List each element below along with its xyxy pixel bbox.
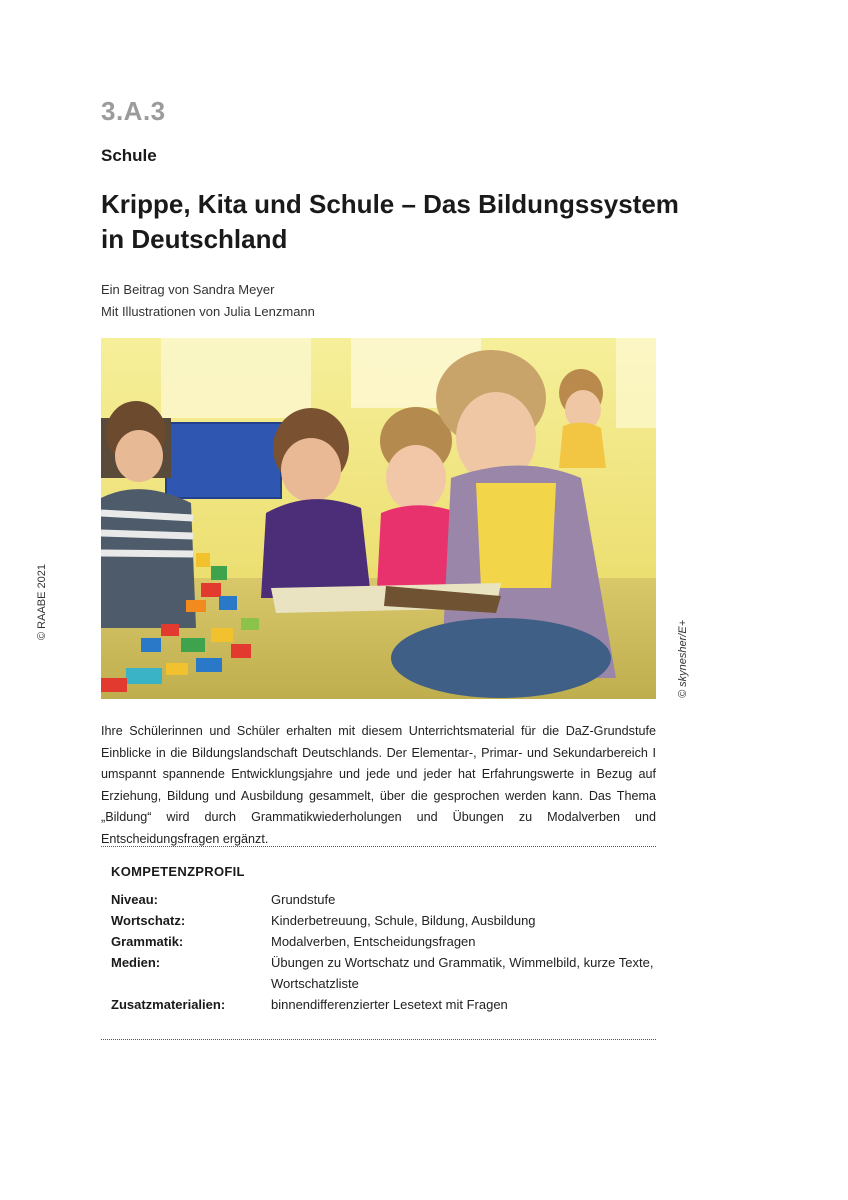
kompetenzprofil-heading: KOMPETENZPROFIL (111, 864, 245, 879)
profile-value: Übungen zu Wortschatz und Grammatik, Wimmelbild, kurze Texte, Wortschatzliste (271, 955, 654, 991)
cover-photo (101, 338, 656, 699)
profile-row-grammatik (111, 931, 656, 952)
section-number: 3.A.3 (101, 96, 166, 126)
profile-row-niveau (111, 889, 656, 910)
author-line: Ein Beitrag von Sandra Meyer (101, 282, 275, 297)
profile-value: Modalverben, Entscheidungsfragen (271, 934, 476, 949)
profile-row-wortschatz (111, 910, 656, 931)
photo-credit: © skynesher/E+ (677, 619, 689, 698)
category-label: Schule (101, 146, 157, 165)
profile-label: Medien: (111, 955, 161, 970)
illustrator-line: Mit Illustrationen von Julia Lenzmann (101, 304, 315, 319)
copyright-notice: © RAABE 2021 (36, 564, 48, 640)
profile-value: Kinderbetreuung, Schule, Bildung, Ausbildung (271, 913, 536, 928)
profile-label: Wortschatz: (111, 913, 186, 928)
profile-label: Grammatik: (111, 934, 184, 949)
divider-bottom (101, 1039, 656, 1040)
page-title: Krippe, Kita und Schule – Das Bildungssystem in Deutschland (101, 189, 679, 254)
profile-value: Grundstufe (271, 892, 336, 907)
profile-label: Zusatzmaterialien: (111, 997, 226, 1012)
profile-value: binnendifferenzierter Lesetext mit Fragen (271, 997, 508, 1012)
intro-paragraph: Ihre Schülerinnen und Schüler erhalten mit diesem Unterrichtsmaterial für die DaZ-Grundstufe Einblicke in die Bildungslandschaft Deutschlands. Der Elementar-, Primar- und Sekundarbereich I umspannt spannende Entwicklungsjahre und jede und jeder hat Erfahrungswerte in Bezug auf Erziehung, Bildung und Ausbildung gesammelt, über die gesprochen werden kann. Das Thema „Bildung“ wird durch Grammatikwiederholungen und Übungen zu Modalverben und Entscheidungsfragen ergänzt. (101, 724, 656, 846)
profile-row-zusatzmaterialien (111, 994, 656, 1015)
divider-top (101, 846, 656, 847)
profile-label: Niveau: (111, 892, 158, 907)
profile-row-medien (111, 952, 656, 994)
kompetenzprofil (111, 864, 656, 1015)
credits (101, 279, 315, 323)
